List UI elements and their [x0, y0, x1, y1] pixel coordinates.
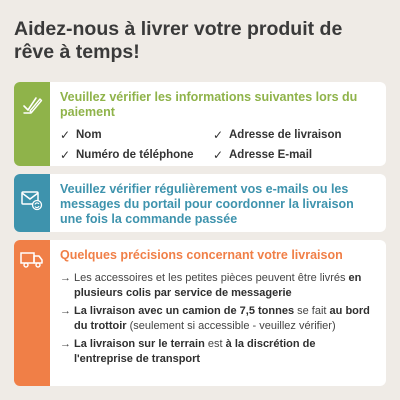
list-item — [60, 337, 376, 366]
bullet-text-bold: en plusieurs colis par service de messagerie — [74, 272, 362, 299]
truck-icon — [20, 250, 44, 270]
delivery-strip — [14, 240, 50, 386]
arrow-right-icon: → — [60, 338, 71, 350]
page-title: Aidez-nous à livrer votre produit de rêve à temps! — [14, 18, 343, 63]
check-mark-icon: ✓ — [213, 148, 224, 162]
verify-heading: Veuillez vérifier les informations suivantes lors du paiement — [60, 90, 358, 119]
bullet-text-plain: (seulement si accessible - veuillez vérifier) — [126, 319, 336, 332]
email-strip — [14, 174, 50, 232]
check-mark-icon: ✓ — [60, 128, 71, 142]
check-label: Nom — [76, 129, 102, 141]
arrow-right-icon: → — [60, 272, 71, 284]
arrow-right-icon: → — [60, 305, 71, 317]
bullet-text-bold: La livraison sur le terrain — [74, 338, 205, 350]
check-item-name — [60, 128, 213, 142]
bullet-text-plain: Les accessoires et les petites pièces peuvent être livrés — [74, 272, 349, 284]
check-item-address — [213, 128, 363, 142]
bullet-text — [74, 337, 376, 366]
bullet-text-bold: La livraison avec un camion de 7,5 tonnes — [74, 305, 295, 317]
pen-checklist-icon — [21, 94, 43, 116]
check-item-email — [213, 148, 363, 162]
email-card — [14, 174, 386, 232]
list-item — [60, 271, 376, 300]
envelope-refresh-icon — [20, 188, 44, 212]
check-item-phone — [60, 148, 213, 162]
check-mark-icon: ✓ — [60, 148, 71, 162]
delivery-bullets — [60, 271, 376, 366]
check-label: Numéro de téléphone — [76, 149, 194, 161]
list-item — [60, 304, 376, 333]
verify-checklist — [60, 128, 376, 162]
bullet-text-plain: est — [204, 338, 226, 350]
bullet-text-bold: au bord du trottoir — [74, 305, 370, 332]
bullet-text-bold: à la discrétion de l'entreprise de transport — [74, 338, 316, 365]
verify-strip — [14, 82, 50, 166]
check-label: Adresse de livraison — [229, 129, 342, 141]
delivery-heading: Quelques précisions concernant votre livraison — [60, 248, 343, 262]
delivery-card — [14, 240, 386, 386]
bullet-text — [74, 271, 376, 300]
verify-info-card — [14, 82, 386, 166]
email-heading: Veuillez vérifier régulièrement vos e-mails ou les messages du portail pour coordonner la livraison une fois la commande passée — [60, 182, 354, 226]
check-mark-icon: ✓ — [213, 128, 224, 142]
bullet-text — [74, 304, 376, 333]
check-label: Adresse E-mail — [229, 149, 313, 161]
bullet-text-plain: se fait — [294, 305, 330, 317]
